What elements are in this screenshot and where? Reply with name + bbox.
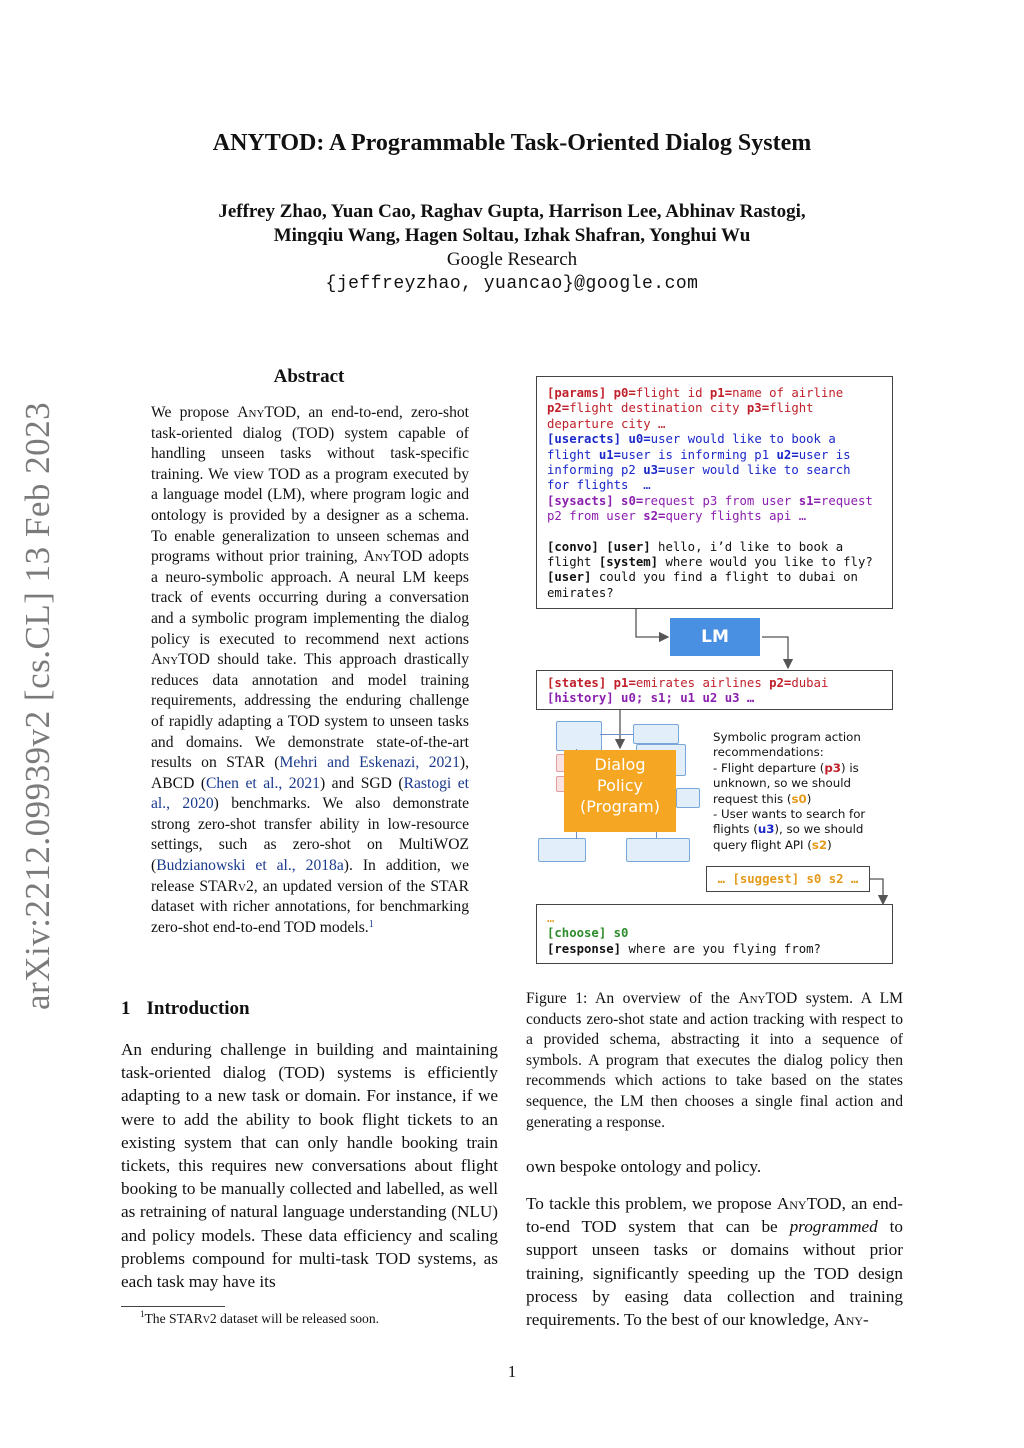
- body-text: to support unseen tasks or domains without prior training, significantly speeding up the TOD design process by easing data collection and training requirements. To the best of our knowledge,: [526, 1217, 903, 1330]
- anytod-name: AnyTOD: [363, 548, 423, 566]
- params-tag: [params]: [547, 386, 607, 400]
- arrow-suggest-to-choose: [870, 879, 883, 904]
- useract-key: u2=: [776, 447, 799, 462]
- reco-line: [713, 822, 903, 837]
- param-value: flight id: [635, 386, 710, 400]
- title-anytod-smallcaps: NY: [230, 130, 265, 156]
- sysact-key: s2=: [643, 509, 666, 524]
- useract-value: informing p2: [547, 463, 644, 478]
- fig-line: [547, 691, 882, 706]
- abstract-text: , an end-to-end, zero-shot task-oriented dialog (TOD) system capable of handling unseen tasks without task-specific training. We view TOD as a program executed by a language model (LM), where program logic and ontology is provided by a designer as a schema. To enable generalization to unseen schemas and programs without prior training,: [151, 404, 470, 566]
- paper-title: [0, 130, 1024, 157]
- param-value: name of airline: [732, 386, 844, 400]
- abstract-text: should take. This approach drastically reduces data annotation and model training requirements, addressing the enduring challenge of rapidly adapting a TOD system to unseen tasks and domains. We demonstrate state-of-the-art results on STAR (: [151, 651, 469, 772]
- fig-line: [547, 463, 882, 478]
- param-value: dubai: [791, 676, 829, 690]
- sysact-value: p2 from user: [547, 509, 644, 524]
- reco-text: ) is: [840, 760, 859, 775]
- abstract-heading: Abstract: [273, 366, 345, 387]
- flow-node: [626, 838, 690, 862]
- ellipsis: …: [547, 911, 555, 925]
- citation-link[interactable]: Chen et al., 2021: [206, 774, 320, 792]
- reco-symbol: u3: [757, 822, 775, 837]
- reco-text: ): [806, 791, 812, 806]
- utterance: could you find a flight to dubai on: [591, 570, 858, 585]
- reco-text: flights (: [713, 822, 758, 837]
- star-v2-suffix: v2: [238, 877, 254, 895]
- response-value: where are you flying from?: [621, 941, 821, 956]
- figure-caption: [526, 989, 903, 1133]
- fig-line: [547, 386, 882, 401]
- intro-paragraph: An enduring challenge in building and maintaining task-oriented dialog (TOD) systems is efficiently adapting to a new task or domain. For instance, if we were to add the ability to book flight tickets to an existing system that can only handle booking train tickets, this requires new conversations about flight booking to be manually collected and labelled, as well as retraining of natural language understanding (NLU) and policy models. These data efficiency and scaling problems compound for multi-task TOD systems, as each task may have its: [121, 1040, 498, 1292]
- figure-input-box: [536, 376, 893, 609]
- param-value: flight: [769, 401, 814, 416]
- reco-text: request this (: [713, 791, 792, 806]
- user-tag: [user]: [606, 539, 651, 554]
- policy-label: Dialog: [594, 755, 646, 774]
- useract-key: u1=: [598, 447, 622, 462]
- reco-symbol: p3: [824, 760, 841, 775]
- anytod-name: AnyTOD: [738, 990, 798, 1007]
- useracts-tag: [useracts]: [547, 432, 622, 447]
- states-tag: [states]: [547, 676, 607, 690]
- anytod-name: AnyTOD: [237, 404, 297, 421]
- program-recommendations: [713, 730, 903, 853]
- authors-line-2: Mingqiu Wang, Hagen Soltau, Izhak Shafran, Yonghui Wu: [273, 225, 751, 246]
- authors-line-1: Jeffrey Zhao, Yuan Cao, Raghav Gupta, Harrison Lee, Abhinav Rastogi,: [218, 201, 806, 222]
- reco-symbol: s0: [791, 791, 807, 806]
- flow-node: [538, 838, 586, 862]
- useract-value: for flights …: [547, 478, 651, 493]
- emphasis: programmed: [789, 1217, 878, 1237]
- suggest-box: … [suggest] s0 s2 …: [706, 866, 870, 892]
- footnote-marker[interactable]: 1: [368, 918, 374, 930]
- caption-text: Figure 1: An overview of the: [526, 990, 739, 1007]
- figure-output-box: [536, 904, 893, 964]
- arrow-params-to-lm: [636, 609, 668, 637]
- choose-value: s0: [606, 926, 629, 941]
- param-key: p1=: [709, 386, 733, 400]
- anytod-name: AnyTOD: [151, 651, 210, 669]
- fig-line: [547, 401, 882, 416]
- useract-value: user is: [798, 447, 851, 462]
- reco-text: query flight API (: [713, 837, 812, 852]
- param-key: p3=: [746, 401, 770, 416]
- page-number: 1: [507, 1362, 517, 1381]
- fig-line: [547, 448, 882, 463]
- fig-line: [547, 494, 882, 509]
- abstract-text: ), ABCD (: [151, 754, 469, 792]
- sysact-key: s1=: [798, 493, 821, 508]
- right-paragraph-2: [526, 1192, 903, 1331]
- param-key: p2=: [547, 401, 570, 416]
- sysact-value: request p3 from user: [643, 493, 799, 508]
- history-value: u0; s1; u1 u2 u3 …: [613, 691, 755, 706]
- reco-line: recommendations:: [713, 745, 824, 760]
- fig-line: [547, 509, 882, 524]
- fig-line: [547, 570, 882, 585]
- useract-value: flight: [547, 447, 599, 462]
- fig-line: [547, 555, 882, 570]
- fig-line: [547, 676, 882, 691]
- utterance: flight: [547, 555, 599, 570]
- reco-text: - Flight departure (: [713, 760, 825, 775]
- abstract-text: adopts a neuro-symbolic approach. A neural LM keeps track of events occurring during a conversation and a symbolic program implementing the dialog policy is executed to recommend next actions: [151, 548, 469, 648]
- response-tag: [response]: [547, 941, 622, 956]
- sysact-key: s0=: [613, 493, 644, 508]
- policy-label: Policy: [596, 776, 644, 795]
- citation-link[interactable]: Mehri and Eskenazi, 2021: [279, 754, 460, 772]
- useract-value: user is informing p1: [621, 447, 777, 462]
- arrow-lm-to-states: [762, 637, 788, 668]
- reco-symbol: s2: [811, 837, 828, 852]
- affiliation: Google Research: [446, 249, 578, 270]
- figure-states-box: [536, 670, 893, 710]
- choose-tag: [choose]: [547, 926, 607, 941]
- param-key: p0=: [613, 386, 636, 400]
- section-number: 1: [121, 998, 131, 1019]
- reco-line: [713, 792, 903, 807]
- sysacts-tag: [sysacts]: [547, 493, 614, 508]
- fig-blank-line: [547, 525, 882, 540]
- footnote-text: The STAR: [144, 1311, 203, 1326]
- dialog-policy-block: [564, 750, 676, 832]
- star-v2-suffix: v2: [202, 1311, 217, 1326]
- useract-key: u0=: [621, 432, 651, 447]
- reco-line: - User wants to search for: [713, 807, 866, 822]
- param-value: flight destination city: [569, 401, 747, 416]
- utterance: hello, i’d like to book a: [650, 539, 844, 554]
- reco-line: Symbolic program action: [713, 730, 861, 744]
- flow-node: [556, 721, 602, 751]
- fig-line: [547, 926, 882, 941]
- footnote-number: 1: [140, 1309, 145, 1319]
- useract-key: u3=: [643, 463, 666, 478]
- utterance: emirates?: [547, 585, 614, 600]
- abstract-text: , an updated version of the STAR dataset with richer annotations, for benchmarking zero-shot end-to-end TOD models.: [151, 877, 469, 936]
- system-tag: [system]: [598, 555, 659, 570]
- anytod-name: AnyTOD: [776, 1194, 842, 1213]
- param-value: departure city …: [547, 416, 666, 431]
- reco-text: ): [827, 837, 832, 852]
- fig-line: [547, 432, 882, 447]
- title-anytod-first: A: [212, 130, 231, 156]
- reco-line: [713, 761, 903, 776]
- citation-link[interactable]: Rastogi et al., 2020: [151, 774, 470, 813]
- history-tag: [history]: [547, 691, 614, 706]
- figure-1: [526, 376, 906, 978]
- footnote-rule: [121, 1306, 225, 1307]
- abstract-text: ) and SGD (: [319, 774, 404, 792]
- param-value: emirates airlines: [635, 676, 770, 690]
- fig-line: [547, 942, 882, 957]
- right-paragraph-1: own bespoke ontology and policy.: [526, 1157, 762, 1176]
- convo-tag: [convo]: [547, 539, 599, 554]
- param-key: p1=: [606, 676, 636, 690]
- flow-node: [676, 788, 700, 808]
- body-text: To tackle this problem, we propose: [526, 1194, 777, 1213]
- flow-node: [633, 724, 679, 744]
- abstract-text: ). In addition, we release STAR: [151, 857, 469, 895]
- abstract-body: [151, 403, 469, 938]
- reco-text: ), so we should: [774, 822, 864, 837]
- reco-line: [713, 838, 903, 853]
- caption-text: system. A LM conducts zero-shot state and action tracking with respect to a provided schema, abstracting it into a sequence of symbols. A program that executes the dialog policy then recommends which actions to take based on the states sequence, the LM then chooses a single final action and generating a response.: [526, 990, 904, 1131]
- section-heading-introduction: [121, 998, 250, 1020]
- citation-link[interactable]: Budzianowski et al., 2018a: [156, 857, 344, 875]
- sysact-value: query flights api …: [665, 509, 807, 524]
- footnote-text: dataset will be released soon.: [216, 1311, 380, 1326]
- fig-line: [547, 540, 882, 555]
- abstract-text: We propose: [151, 404, 238, 421]
- abstract-text: ) benchmarks. We also demonstrate strong zero-shot transfer ability in low-resource settings, such as zero-shot on MultiWOZ (: [151, 795, 470, 875]
- title-main: TOD: A Programmable Task-Oriented Dialog System: [264, 130, 812, 156]
- body-text: , an end-to-end TOD system that can be: [526, 1194, 903, 1237]
- useract-value: user would like to book a: [650, 432, 836, 447]
- lm-block: LM: [670, 618, 760, 656]
- reco-line: unknown, so we should: [713, 776, 851, 791]
- author-email: {jeffreyzhao, yuancao}@google.com: [325, 274, 699, 294]
- anytod-name: Any-: [833, 1310, 869, 1330]
- useract-value: user would like to search: [665, 463, 851, 478]
- utterance: where would you like to fly?: [658, 555, 873, 570]
- user-tag: [user]: [547, 570, 592, 585]
- section-title: Introduction: [146, 998, 250, 1019]
- policy-label: (Program): [580, 797, 660, 816]
- arxiv-side-stamp: arXiv:2212.09939v2 [cs.CL] 13 Feb 2023: [18, 401, 57, 1010]
- flow-edge: [600, 734, 633, 735]
- sysact-value: request: [820, 493, 873, 508]
- footnote: [140, 1311, 379, 1327]
- param-key: p2=: [769, 676, 792, 690]
